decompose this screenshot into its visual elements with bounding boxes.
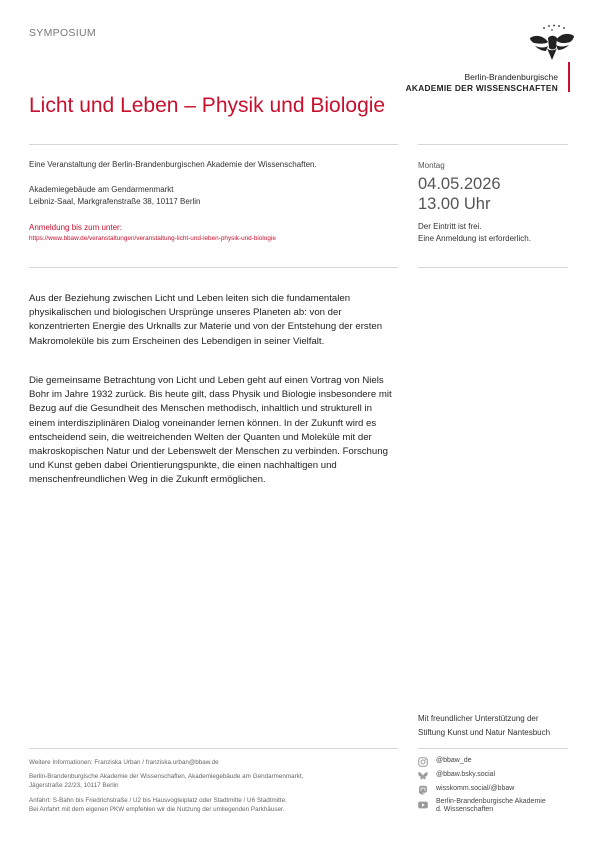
mastodon-icon [418, 785, 428, 795]
social-handle: wisskomm.social/@bbaw [436, 785, 515, 792]
sponsor-line-1: Mit freundlicher Unterstützung der [418, 714, 539, 723]
registration-note: Eine Anmeldung ist erforderlich. [418, 234, 531, 243]
divider-right-top [418, 144, 568, 145]
event-intro: Eine Veranstaltung der Berlin-Brandenburgischen Akademie der Wissenschaften. [29, 160, 317, 169]
event-time: 13.00 Uhr [418, 195, 491, 213]
instagram-icon [418, 757, 428, 767]
divider-left-footer [29, 748, 398, 749]
registration-link[interactable]: https://www.bbaw.de/veranstaltungen/veranstaltung-licht-und-leben-physik-und-biologie [29, 235, 276, 242]
body-paragraph-2: Die gemeinsame Betrachtung von Licht und Leben geht auf einen Vortrag von Niels Bohr im Jahre 1932 zurück. Bis heute gilt, dass Physik und Biologie insbesondere mit Bezug auf die Gesundheit des Menschen methodisch, inhaltlich und strukturell in einem interdisziplinären Dialog voneinander lernen können. In der Zukunft wird es entscheidend sein, die weitreichenden Welten der Quanten und Moleküle mit der makroskopischen Natur und der Lebenswelt der Menschen zu verbinden. Forschung und Kunst geben dabei Orientierungspunkte, die einen nachhaltigen und menschenfreundlichen Weg in die Zukunft ermöglichen. [29, 375, 392, 486]
event-date: 04.05.2026 [418, 175, 501, 193]
social-handle: @bbaw_de [436, 757, 472, 764]
sponsor-line-2: Stiftung Kunst und Natur Nantesbuch [418, 728, 551, 737]
registration-label: Anmeldung bis zum unter: [29, 223, 122, 232]
divider-left-middle [29, 267, 398, 268]
footer-address-line-1: Berlin-Brandenburgische Akademie der Wissenschaften, Akademiegebäude am Gendarmenmarkt, [29, 773, 304, 780]
academy-logo [405, 24, 570, 94]
eagle-icon [526, 24, 578, 62]
footer-address-line-2: Jägerstraße 22/23, 10117 Berlin [29, 782, 119, 789]
footer-directions-line-2: Bei Anfahrt mit dem eigenen PKW empfehlen wir die Nutzung der umliegenden Parkhäuser. [29, 806, 285, 813]
divider-right-footer [418, 748, 568, 749]
social-channel-name: Berlin-Brandenburgische Akademie [436, 798, 546, 805]
logo-accent-bar [568, 62, 570, 92]
admission-note: Der Eintritt ist frei. [418, 222, 482, 231]
logo-line-1: Berlin-Brandenburgische [464, 72, 558, 82]
venue-building: Akademiegebäude am Gendarmenmarkt [29, 185, 174, 194]
footer-directions-line-1: Anfahrt: S-Bahn bis Friedrichstraße / U2 bis Hausvogteiplatz oder Stadtmitte / U6 Stadtmitte. [29, 797, 287, 804]
body-paragraph-1: Aus der Beziehung zwischen Licht und Leben leiten sich die fundamentalen physikalischen und biologischen Ursprünge unseres Planeten ab: von der konzentrierten Energie des Urknalls zur Materie und von der Entstehung der ersten Makromoleküle bis zum Erscheinen des Lebendigen in seiner Vielfalt. [29, 293, 383, 347]
divider-right-middle [418, 267, 568, 268]
page-title: Licht und Leben – Physik und Biologie [29, 94, 386, 117]
footer-contact: Weitere Informationen: Franziska Urban / franziska.urban@bbaw.de [29, 759, 219, 766]
bluesky-icon [418, 771, 428, 781]
logo-line-2: AKADEMIE DER WISSENSCHAFTEN [405, 83, 558, 93]
social-channel-name-2: d. Wissenschaften [436, 806, 494, 813]
divider-left-top [29, 144, 398, 145]
social-handle: @bbaw.bsky.social [436, 771, 496, 778]
document-kicker: SYMPOSIUM [29, 27, 96, 39]
youtube-icon [418, 800, 428, 810]
event-weekday: Montag [418, 161, 445, 170]
venue-address: Leibniz-Saal, Markgrafenstraße 38, 10117 Berlin [29, 197, 201, 206]
